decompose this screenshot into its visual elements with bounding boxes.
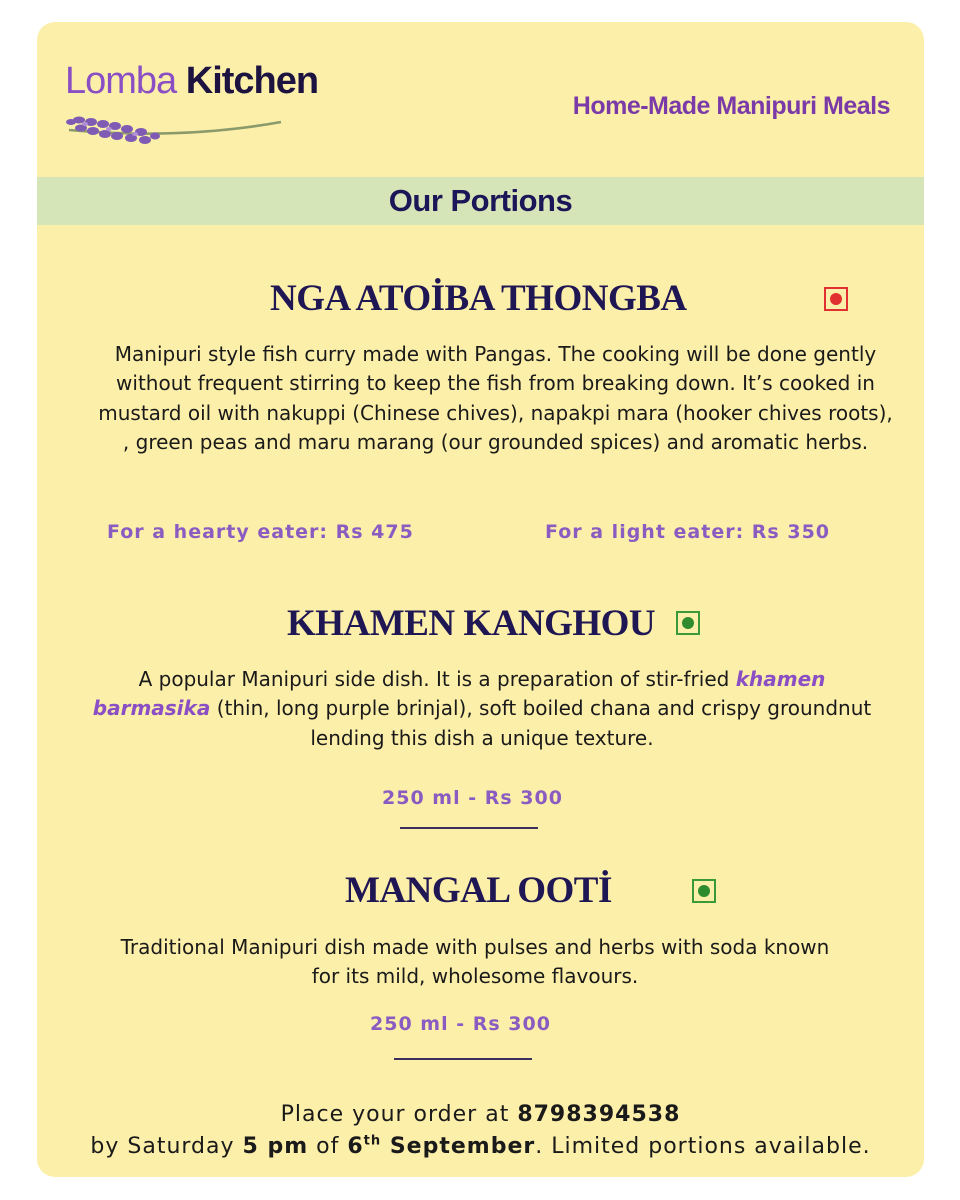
dish-title: NGA ATOİBA THONGBA	[270, 278, 687, 319]
dish-highlight: khamen barmasika	[92, 667, 826, 721]
divider	[394, 1058, 532, 1060]
veg-icon	[676, 611, 700, 635]
dish-description: A popular Manipuri side dish. It is a preparation of stir-fried khamen barmasika (thin, long purple brinjal), soft boiled chana and crispy groundnut lending this dish a unique texture.	[92, 667, 872, 750]
section-header-band	[37, 177, 924, 225]
dish-description: Manipuri style fish curry made with Pangas. The cooking will be done gently without frequent stirring to keep the fish from breaking down. It’s cooked in mustard oil with nakuppi (Chinese chives), napakpi mara (hooker chives roots), , green peas and maru marang (our grounded spices) and aromatic herbs.	[98, 342, 893, 454]
menu-card	[37, 22, 924, 1177]
dish-description: Traditional Manipuri dish made with pulses and herbs with soda known for its mild, wholesome flavours.	[120, 935, 830, 989]
dish-title: KHAMEN KANGHOU	[287, 603, 656, 644]
lavender-sprig-icon	[61, 110, 321, 160]
order-line: Place your order at 8798394538	[280, 1102, 681, 1127]
brand-name-second: Kitchen	[185, 60, 319, 102]
non-veg-icon	[824, 287, 848, 311]
price-light: For a light eater: Rs 350	[545, 521, 831, 543]
brand-name-first: Lomba	[65, 60, 177, 102]
dish-price: 250 ml - Rs 300	[370, 1013, 551, 1035]
divider	[400, 827, 538, 829]
tagline: Home-Made Manipuri Meals	[572, 92, 890, 120]
veg-icon	[692, 879, 716, 903]
dish-title: MANGAL OOTİ	[345, 870, 612, 911]
brand-logo	[65, 60, 318, 103]
deadline-line: by Saturday 5 pm of 6th September. Limited portions available.	[90, 1133, 871, 1159]
section-title: Our Portions	[388, 183, 573, 218]
phone-number: 8798394538	[517, 1102, 681, 1127]
dish-price: 250 ml - Rs 300	[382, 787, 563, 809]
price-hearty: For a hearty eater: Rs 475	[107, 521, 414, 543]
